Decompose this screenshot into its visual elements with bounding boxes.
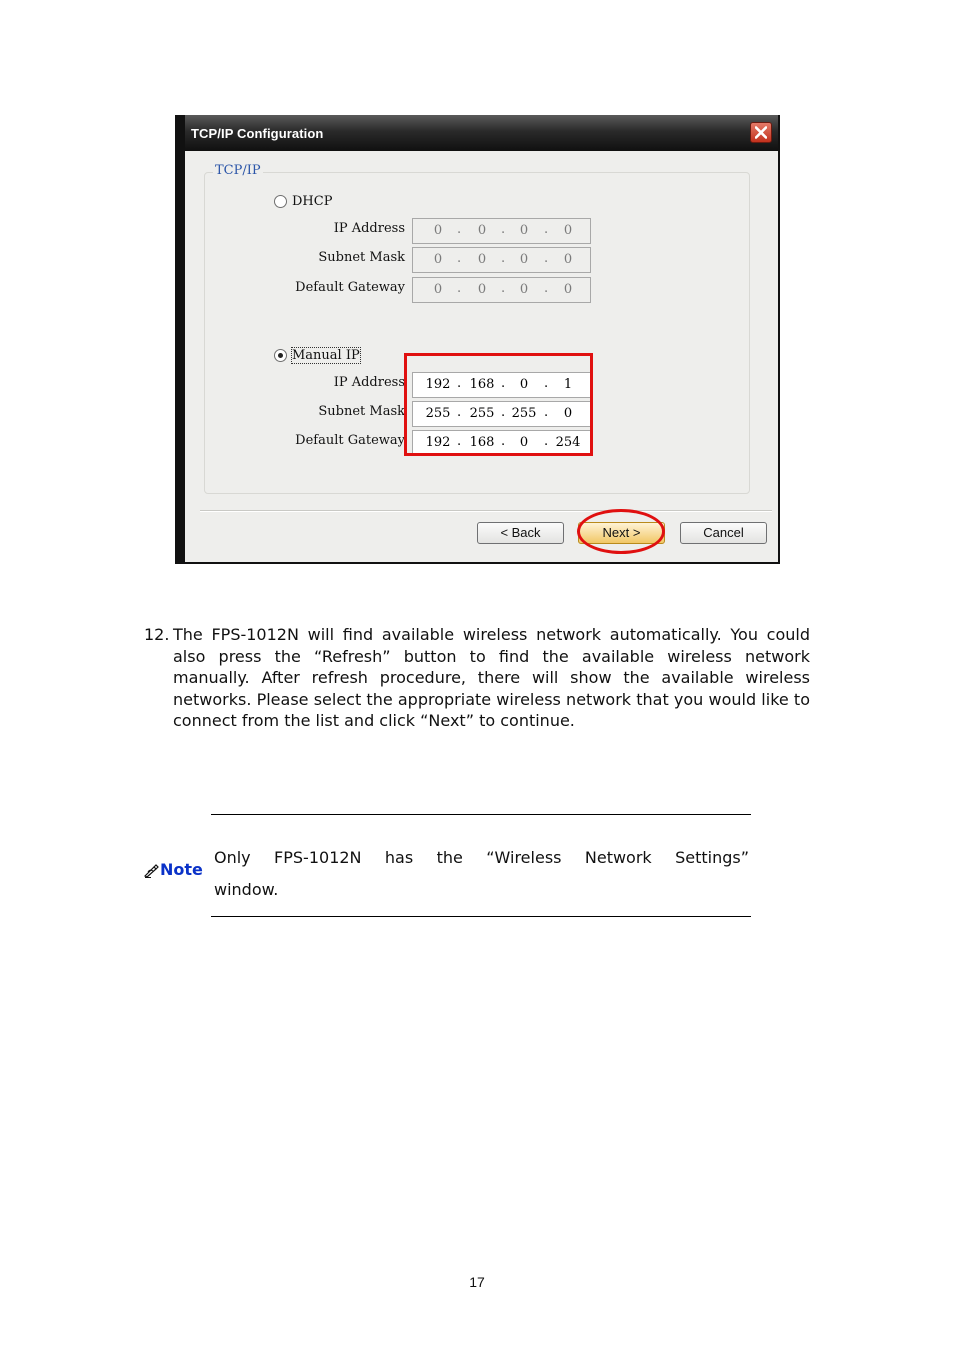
back-button[interactable]: < Back	[477, 522, 564, 544]
octet[interactable]: 0	[519, 435, 529, 450]
dialog-title: TCP/IP Configuration	[191, 126, 324, 141]
step-number: 12.	[144, 625, 170, 644]
octet-dot: .	[544, 251, 549, 266]
octet[interactable]: 255	[469, 406, 495, 421]
octet-dot: .	[501, 222, 506, 237]
manual-ip-highlight-box	[404, 353, 593, 456]
octet[interactable]: 1	[563, 377, 573, 392]
octet-dot: .	[457, 281, 462, 296]
octet-dot: .	[501, 281, 506, 296]
note-bottom-rule	[211, 916, 751, 917]
page-number: 17	[469, 1274, 485, 1290]
manual-ip-address-label: IP Address	[333, 375, 405, 390]
octet-dot: .	[501, 251, 506, 266]
octet-dot: .	[457, 376, 462, 391]
dhcp-radio-label[interactable]: DHCP	[292, 194, 333, 209]
octet: 0	[477, 252, 487, 267]
manual-default-gateway-label: Default Gateway	[295, 433, 405, 448]
octet[interactable]: 0	[563, 406, 573, 421]
dhcp-radio[interactable]	[274, 195, 287, 208]
octet-dot: .	[501, 434, 506, 449]
note-line-1: Only FPS-1012N has the “Wireless Network Settings”	[214, 848, 749, 867]
octet: 0	[519, 252, 529, 267]
octet[interactable]: 254	[555, 435, 581, 450]
octet-dot: .	[457, 222, 462, 237]
octet: 0	[519, 282, 529, 297]
octet-dot: .	[544, 222, 549, 237]
octet[interactable]: 0	[519, 377, 529, 392]
octet: 0	[563, 282, 573, 297]
octet: 0	[433, 252, 443, 267]
dhcp-default-gateway-label: Default Gateway	[295, 280, 405, 295]
octet[interactable]: 192	[425, 435, 451, 450]
octet-dot: .	[544, 434, 549, 449]
octet-dot: .	[544, 281, 549, 296]
dhcp-subnet-mask-label: Subnet Mask	[318, 250, 405, 265]
octet: 0	[563, 223, 573, 238]
step-12-paragraph	[144, 624, 810, 732]
octet-dot: .	[501, 405, 506, 420]
button-separator	[200, 510, 772, 512]
note-text	[214, 842, 749, 906]
octet: 0	[519, 223, 529, 238]
octet: 0	[433, 223, 443, 238]
octet-dot: .	[457, 405, 462, 420]
dialog-title-bar	[185, 115, 778, 151]
dhcp-ip-address-label: IP Address	[333, 221, 405, 236]
manual-subnet-mask-label: Subnet Mask	[318, 404, 405, 419]
octet[interactable]: 192	[425, 377, 451, 392]
octet[interactable]: 168	[469, 435, 495, 450]
octet[interactable]: 255	[425, 406, 451, 421]
step-text: The FPS-1012N will find available wireless network automatically. You could also press the “Refresh” button to find the available wireless network manually. After refresh procedure, there will show the available wireless networks. Please select the appropriate wireless network that you would like to connect from the list and click “Next” to continue.	[173, 625, 810, 731]
octet: 0	[563, 252, 573, 267]
close-button[interactable]	[750, 122, 772, 143]
note-label: Note	[160, 860, 203, 879]
close-icon	[755, 126, 767, 139]
octet: 0	[477, 282, 487, 297]
tcpip-configuration-dialog	[175, 115, 780, 564]
dhcp-ip-address-field	[412, 218, 591, 244]
octet-dot: .	[501, 376, 506, 391]
manual-ip-radio-label[interactable]: Manual IP	[292, 348, 360, 363]
next-button-highlight-circle	[577, 509, 665, 554]
next-button[interactable]: Next >	[578, 522, 665, 544]
octet-dot: .	[457, 251, 462, 266]
dhcp-subnet-mask-field	[412, 247, 591, 273]
octet-dot: .	[544, 376, 549, 391]
writing-hand-icon	[144, 864, 160, 878]
octet[interactable]: 255	[511, 406, 537, 421]
octet-dot: .	[544, 405, 549, 420]
tcpip-group-label: TCP/IP	[215, 163, 261, 178]
octet: 0	[433, 282, 443, 297]
cancel-button[interactable]: Cancel	[680, 522, 767, 544]
dhcp-default-gateway-field	[412, 277, 591, 303]
note-top-rule	[211, 814, 751, 815]
octet: 0	[477, 223, 487, 238]
octet[interactable]: 168	[469, 377, 495, 392]
manual-ip-radio[interactable]	[274, 349, 287, 362]
octet-dot: .	[457, 434, 462, 449]
note-line-2: window.	[214, 880, 279, 899]
